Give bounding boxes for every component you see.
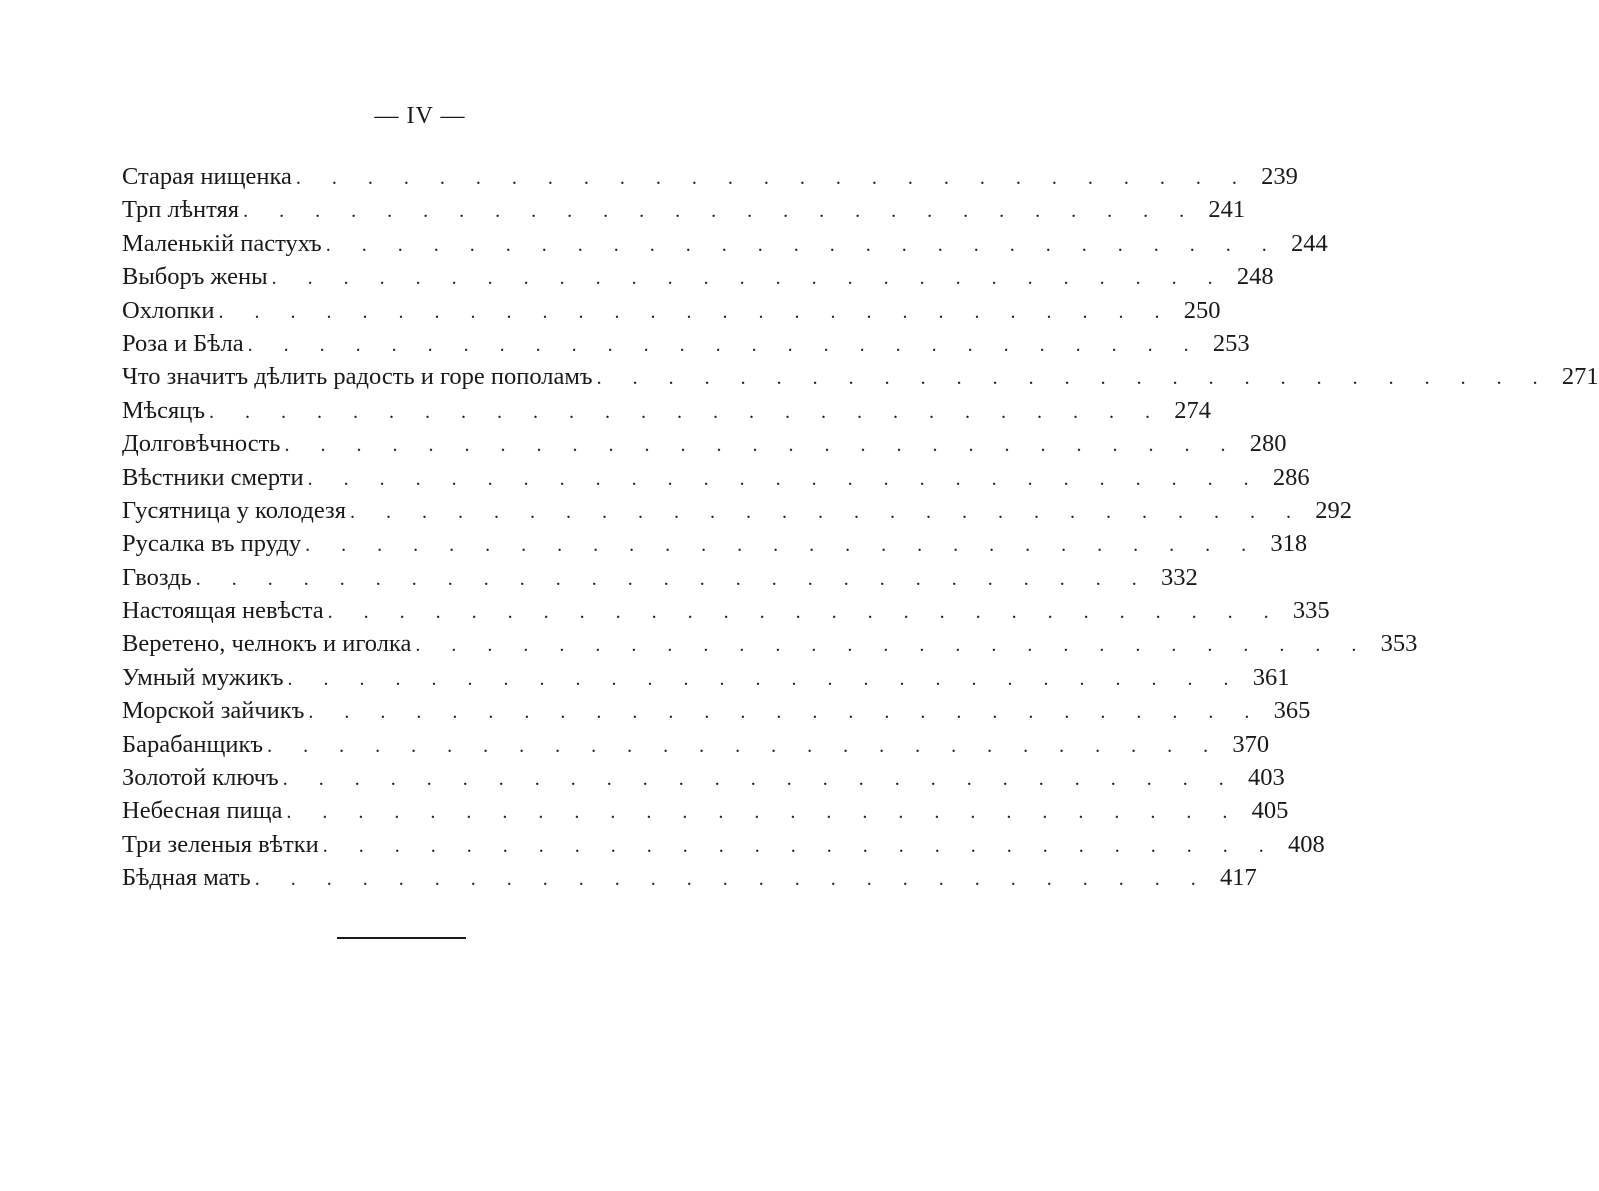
- toc-entry-page: 248: [1236, 263, 1274, 291]
- toc-entry-title: Мѣсяцъ: [122, 396, 206, 424]
- toc-leader-dots: . . . . . . . . . . . . . . . . . . . . . . . . . . .: [307, 467, 1262, 490]
- toc-entry: [122, 527, 1308, 560]
- toc-leader-dots: . . . . . . . . . . . . . . . . . . . . . . . . . . .: [295, 167, 1250, 189]
- toc-entry-title: Долговѣчность: [122, 430, 281, 458]
- toc-leader-dots: . . . . . . . . . . . . . . . . . . . . . . . . . . .: [282, 768, 1237, 791]
- toc-entry: [122, 327, 1250, 360]
- toc-entry-page: 335: [1292, 597, 1330, 625]
- toc-entry-title: Гвоздь: [122, 563, 192, 591]
- toc-entry-title: Небесная пища: [122, 797, 283, 825]
- toc-entry-title: Золотой ключъ: [122, 764, 279, 792]
- toc-entry-title: Вѣстники смерти: [122, 463, 304, 491]
- page-number-header: — IV —: [374, 103, 466, 129]
- toc-entry-title: Старая нищенка: [122, 163, 292, 190]
- toc-entry: [122, 861, 1257, 894]
- toc-leader-dots: . . . . . . . . . . . . . . . . . . . . . . . . . . .: [308, 701, 1263, 724]
- toc-entry: [122, 828, 1325, 861]
- toc-entry-title: Трп лѣнтяя: [122, 196, 240, 224]
- toc-entry: [122, 627, 1418, 660]
- toc-leader-dots: . . . . . . . . . . . . . . . . . . . . . . . . . . .: [415, 634, 1370, 657]
- toc-entry: [122, 494, 1352, 527]
- toc-entry: [122, 461, 1310, 494]
- toc-leader-dots: . . . . . . . . . . . . . . . . . . . . . . . . . . .: [325, 233, 1280, 256]
- toc-entry-page: 271: [1561, 363, 1599, 391]
- toc-leader-dots: . . . . . . . . . . . . . . . . . . . . . . . . . . .: [349, 500, 1304, 523]
- toc-entry-title: Охлопки: [122, 296, 215, 324]
- toc-entry-title: Выборъ жены: [122, 263, 268, 291]
- toc-entry-page: 239: [1261, 163, 1298, 190]
- toc-entry-page: 370: [1232, 730, 1270, 758]
- toc-leader-dots: . . . . . . . . . . . . . . . . . . . . . . . . . . .: [209, 400, 1164, 423]
- toc-entry-title: Три зеленыя вѣтки: [122, 830, 319, 858]
- toc-entry: [122, 427, 1287, 460]
- toc-entry-page: 417: [1219, 864, 1257, 892]
- toc-entry-page: 408: [1287, 830, 1325, 858]
- toc-leader-dots: . . . . . . . . . . . . . . . . . . . . . . . . . . .: [195, 567, 1150, 590]
- toc-entry-title: Русалка въ пруду: [122, 530, 302, 558]
- toc-entry-page: 280: [1249, 430, 1287, 458]
- toc-entry-page: 318: [1270, 530, 1308, 558]
- toc-entry-page: 253: [1212, 329, 1250, 357]
- toc-entry: [122, 594, 1330, 627]
- toc-leader-dots: . . . . . . . . . . . . . . . . . . . . . . . . . . .: [287, 667, 1242, 690]
- toc-entry-page: 292: [1315, 496, 1352, 524]
- table-of-contents: [122, 160, 1599, 895]
- toc-entry-page: 241: [1208, 196, 1246, 224]
- toc-entry: [122, 160, 1298, 193]
- toc-entry-title: Настоящая невѣста: [122, 597, 324, 625]
- toc-entry-page: 365: [1273, 697, 1311, 725]
- toc-entry-title: Гусятница у колодезя: [122, 496, 346, 524]
- toc-entry-page: 244: [1290, 229, 1328, 257]
- toc-entry-page: 250: [1183, 296, 1221, 324]
- toc-entry-title: Что значитъ дѣлить радость и горе пополамъ: [122, 363, 593, 391]
- toc-leader-dots: . . . . . . . . . . . . . . . . . . . . . . . . . . .: [327, 601, 1282, 624]
- toc-leader-dots: . . . . . . . . . . . . . . . . . . . . . . . . . . .: [267, 734, 1222, 757]
- end-rule-divider: [337, 937, 466, 939]
- toc-entry: [122, 260, 1274, 293]
- toc-entry: [122, 227, 1328, 260]
- toc-leader-dots: . . . . . . . . . . . . . . . . . . . . . . . . . . .: [596, 367, 1551, 390]
- toc-entry: [122, 794, 1289, 827]
- toc-leader-dots: . . . . . . . . . . . . . . . . . . . . . . . . . . .: [243, 200, 1198, 223]
- toc-entry: [122, 694, 1311, 727]
- toc-entry: [122, 394, 1212, 427]
- toc-leader-dots: . . . . . . . . . . . . . . . . . . . . . . . . . . .: [254, 868, 1209, 891]
- toc-leader-dots: . . . . . . . . . . . . . . . . . . . . . . . . . . .: [218, 300, 1173, 323]
- toc-leader-dots: . . . . . . . . . . . . . . . . . . . . . . . . . . .: [284, 434, 1239, 457]
- toc-entry-page: 332: [1161, 563, 1198, 591]
- toc-entry: [122, 360, 1599, 393]
- toc-entry: [122, 294, 1221, 327]
- toc-entry-page: 361: [1252, 663, 1290, 691]
- toc-entry: [122, 761, 1285, 794]
- toc-entry-title: Роза и Бѣла: [122, 329, 244, 357]
- toc-entry-page: 403: [1247, 764, 1285, 792]
- toc-leader-dots: . . . . . . . . . . . . . . . . . . . . . . . . . . .: [286, 801, 1241, 824]
- toc-entry: [122, 561, 1198, 594]
- toc-entry-title: Веретено, челнокъ и иголка: [122, 630, 412, 658]
- toc-entry-title: Умный мужикъ: [122, 663, 284, 691]
- toc-leader-dots: . . . . . . . . . . . . . . . . . . . . . . . . . . .: [305, 534, 1260, 557]
- toc-entry-page: 286: [1272, 463, 1310, 491]
- toc-entry: [122, 661, 1290, 694]
- toc-entry-title: Барабанщикъ: [122, 730, 264, 758]
- toc-entry-title: Бѣдная мать: [122, 864, 251, 892]
- toc-entry-page: 405: [1251, 797, 1289, 825]
- toc-leader-dots: . . . . . . . . . . . . . . . . . . . . . . . . . . .: [247, 333, 1202, 356]
- toc-entry-page: 274: [1174, 396, 1212, 424]
- toc-leader-dots: . . . . . . . . . . . . . . . . . . . . . . . . . . .: [271, 267, 1226, 290]
- toc-entry: [122, 193, 1246, 226]
- toc-entry-title: Морской зайчикъ: [122, 697, 305, 725]
- toc-entry: [122, 728, 1270, 761]
- toc-entry-title: Маленькій пастухъ: [122, 229, 322, 257]
- toc-leader-dots: . . . . . . . . . . . . . . . . . . . . . . . . . . .: [322, 834, 1277, 857]
- toc-entry-page: 353: [1380, 630, 1418, 658]
